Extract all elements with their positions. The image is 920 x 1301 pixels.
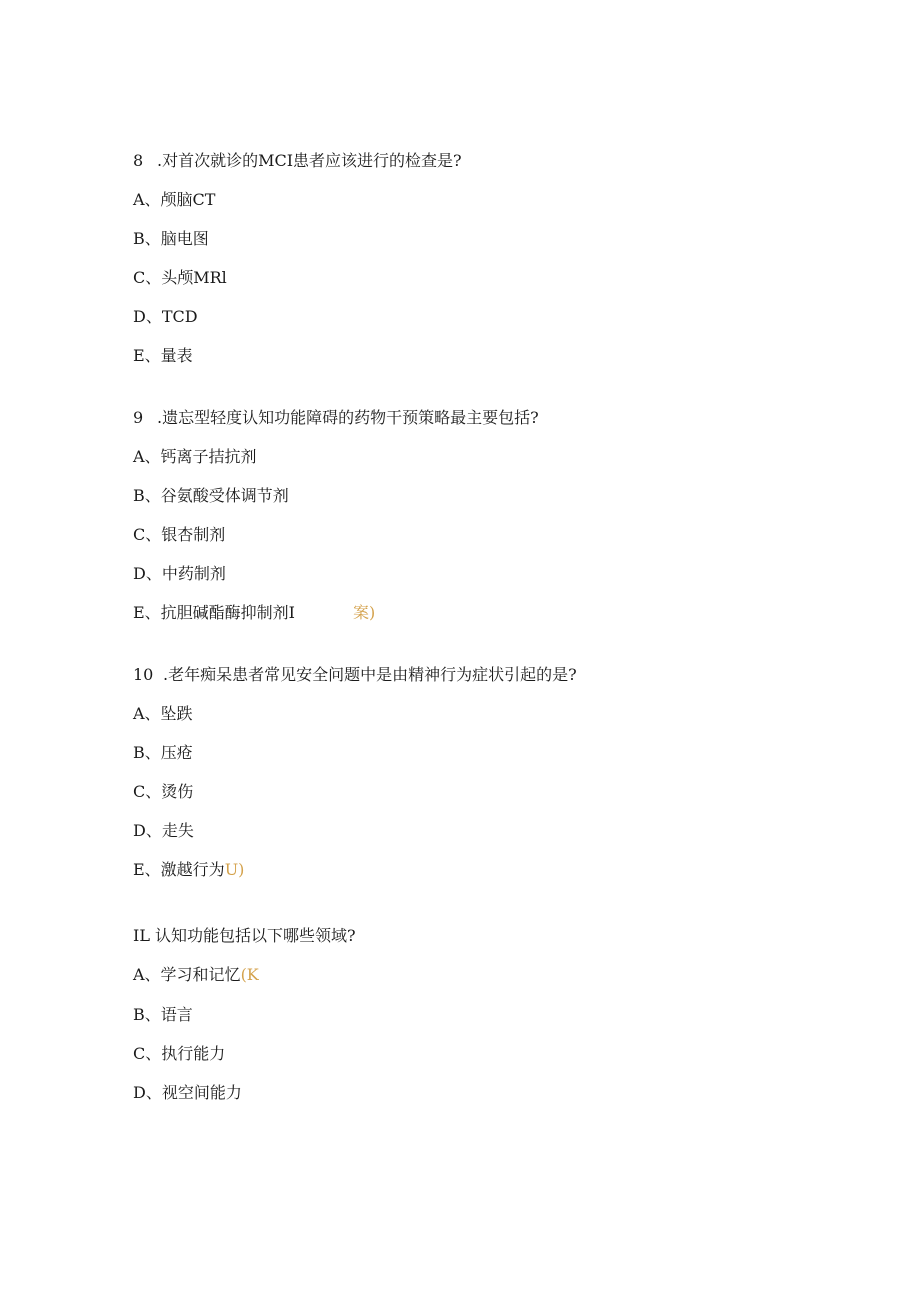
option-a bbox=[133, 964, 259, 986]
question-text: .遗忘型轻度认知功能障碍的药物干预策略最主要包括? bbox=[157, 408, 539, 427]
option-label: C、执行能力 bbox=[133, 1044, 226, 1063]
question-number: 8 bbox=[133, 151, 144, 170]
option-label: E、激越行为 bbox=[133, 860, 225, 879]
option-a bbox=[133, 189, 215, 211]
option-label: D、中药制剂 bbox=[133, 564, 226, 583]
option-label: B、压疮 bbox=[133, 743, 193, 762]
question-number: IL bbox=[133, 926, 150, 945]
option-e bbox=[133, 602, 375, 624]
option-c bbox=[133, 524, 225, 546]
question-text: 认知功能包括以下哪些领域? bbox=[155, 926, 356, 945]
option-c bbox=[133, 781, 193, 803]
option-label: D、走失 bbox=[133, 821, 194, 840]
option-d bbox=[133, 306, 198, 328]
answer-note: 案) bbox=[353, 603, 376, 622]
option-b bbox=[133, 742, 193, 764]
option-d bbox=[133, 1082, 242, 1104]
option-label: E、量表 bbox=[133, 346, 193, 365]
option-d bbox=[133, 563, 226, 585]
option-label: C、头颅MRl bbox=[133, 268, 227, 287]
question-11 bbox=[133, 925, 356, 947]
option-a bbox=[133, 703, 193, 725]
option-label: A、钙离子拮抗剂 bbox=[133, 447, 257, 466]
option-c bbox=[133, 267, 227, 289]
option-label: A、学习和记忆 bbox=[133, 965, 241, 984]
option-label: C、银杏制剂 bbox=[133, 525, 226, 544]
option-b bbox=[133, 485, 289, 507]
option-label: B、脑电图 bbox=[133, 229, 209, 248]
option-label: D、视空间能力 bbox=[133, 1083, 242, 1102]
option-label: D、TCD bbox=[133, 307, 198, 326]
option-a bbox=[133, 446, 257, 468]
option-c bbox=[133, 1043, 225, 1065]
option-d bbox=[133, 820, 194, 842]
answer-note: U) bbox=[224, 860, 245, 879]
question-number: 9 bbox=[133, 408, 144, 427]
question-text: .老年痴呆患者常见安全问题中是由精神行为症状引起的是? bbox=[163, 665, 577, 684]
option-b bbox=[133, 228, 209, 250]
option-b bbox=[133, 1004, 193, 1026]
option-label: C、烫伤 bbox=[133, 782, 194, 801]
option-e bbox=[133, 345, 193, 367]
option-label: E、抗胆碱酯酶抑制剂I bbox=[133, 603, 296, 622]
question-text: .对首次就诊的MCI患者应该进行的检查是? bbox=[157, 151, 462, 170]
question-number: 10 bbox=[133, 665, 154, 684]
answer-note: (K bbox=[240, 965, 259, 984]
option-label: A、颅脑CT bbox=[133, 190, 216, 209]
question-8 bbox=[133, 150, 462, 172]
option-label: B、谷氨酸受体调节剂 bbox=[133, 486, 289, 505]
option-label: B、语言 bbox=[133, 1005, 193, 1024]
question-9 bbox=[133, 407, 539, 429]
option-e bbox=[133, 859, 244, 881]
question-10 bbox=[133, 664, 577, 686]
option-label: A、坠跌 bbox=[133, 704, 193, 723]
